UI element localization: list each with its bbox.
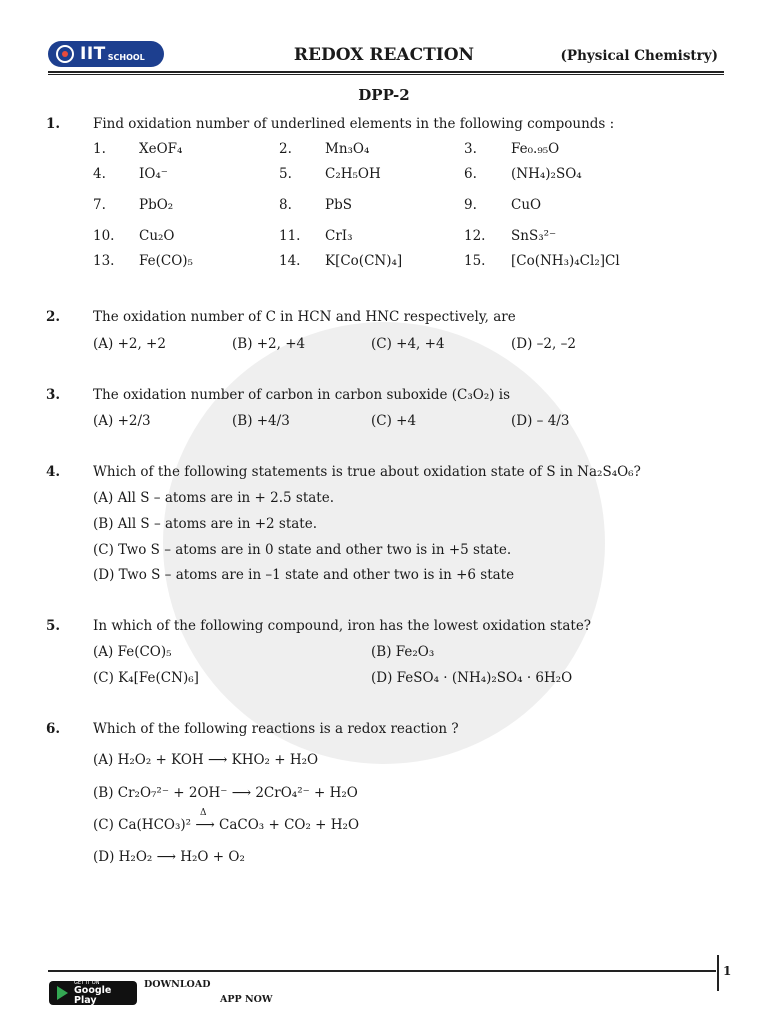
question-number: 2. bbox=[46, 309, 61, 325]
compound: Mn₃O₄ bbox=[325, 141, 370, 157]
compound: (NH₄)₂SO₄ bbox=[511, 166, 582, 182]
app-now-label: APP NOW bbox=[220, 994, 273, 1005]
compound: CrI₃ bbox=[325, 228, 353, 244]
item-number: 1. bbox=[93, 141, 106, 157]
compound: Cu₂O bbox=[139, 228, 175, 244]
logo-subtext: SCHOOL bbox=[107, 52, 145, 62]
option-a: (A) +2, +2 bbox=[93, 336, 166, 352]
option-a: (A) H₂O₂ + KOH ⟶ KHO₂ + H₂O bbox=[93, 752, 319, 768]
item-number: 7. bbox=[93, 197, 106, 213]
compound: Fe(CO)₅ bbox=[139, 253, 193, 269]
question-text: In which of the following compound, iron has the lowest oxidation state? bbox=[93, 618, 592, 634]
item-number: 2. bbox=[279, 141, 292, 157]
compound: PbS bbox=[325, 197, 352, 213]
item-number: 8. bbox=[279, 197, 292, 213]
logo-text: IIT bbox=[80, 44, 106, 64]
option-d: (D) Two S – atoms are in –1 state and other two is in +6 state bbox=[93, 567, 515, 583]
question-number: 1. bbox=[46, 116, 61, 132]
footer-vertical-rule bbox=[717, 955, 719, 991]
item-number: 14. bbox=[279, 253, 301, 269]
compound: PbO₂ bbox=[139, 197, 174, 213]
option-c: (C) K₄[Fe(CN)₆] bbox=[93, 670, 199, 686]
header-rule bbox=[48, 71, 724, 73]
compound: C₂H₅OH bbox=[325, 166, 381, 182]
delta-label: Δ bbox=[200, 808, 207, 818]
question-text: The oxidation number of carbon in carbon suboxide (C₃O₂) is bbox=[93, 387, 511, 403]
compound: SnS₃²⁻ bbox=[511, 228, 557, 244]
compound: Fe₀.₉₅O bbox=[511, 141, 560, 157]
dpp-title: DPP-2 bbox=[358, 86, 410, 104]
question-number: 6. bbox=[46, 721, 61, 737]
compound: IO₄⁻ bbox=[139, 166, 168, 182]
option-a: (A) Fe(CO)₅ bbox=[93, 644, 172, 660]
item-number: 6. bbox=[464, 166, 477, 182]
option-b: (B) All S – atoms are in +2 state. bbox=[93, 516, 318, 532]
option-b: (B) +2, +4 bbox=[232, 336, 306, 352]
page-number: 1 bbox=[723, 964, 732, 978]
question-text: Which of the following reactions is a redox reaction ? bbox=[93, 721, 459, 737]
play-badge-small-text: GET IT ON bbox=[74, 980, 100, 986]
item-number: 13. bbox=[93, 253, 115, 269]
play-store-icon bbox=[57, 986, 68, 1000]
option-b: (B) Fe₂O₃ bbox=[371, 644, 435, 660]
item-number: 10. bbox=[93, 228, 115, 244]
google-play-badge[interactable] bbox=[49, 981, 137, 1005]
download-label: DOWNLOAD bbox=[144, 979, 211, 990]
item-number: 5. bbox=[279, 166, 292, 182]
option-d: (D) FeSO₄ · (NH₄)₂SO₄ · 6H₂O bbox=[371, 670, 573, 686]
item-number: 15. bbox=[464, 253, 486, 269]
subject-label: (Physical Chemistry) bbox=[560, 48, 718, 64]
compound: XeOF₄ bbox=[139, 141, 183, 157]
item-number: 9. bbox=[464, 197, 477, 213]
option-c: (C) +4, +4 bbox=[371, 336, 445, 352]
header-rule-thin bbox=[48, 74, 724, 75]
page-title: REDOX REACTION bbox=[293, 45, 475, 65]
option-d: (D) H₂O₂ ⟶ H₂O + O₂ bbox=[93, 849, 245, 865]
compound: K[Co(CN)₄] bbox=[325, 253, 403, 269]
option-a: (A) All S – atoms are in + 2.5 state. bbox=[93, 490, 335, 506]
item-number: 3. bbox=[464, 141, 477, 157]
item-number: 11. bbox=[279, 228, 301, 244]
question-number: 5. bbox=[46, 618, 61, 634]
compound: CuO bbox=[511, 197, 542, 213]
option-b: (B) Cr₂O₇²⁻ + 2OH⁻ ⟶ 2CrO₄²⁻ + H₂O bbox=[93, 785, 358, 801]
question-text: Find oxidation number of underlined elements in the following compounds : bbox=[93, 116, 615, 132]
option-d: (D) – 4/3 bbox=[511, 413, 570, 429]
question-number: 4. bbox=[46, 464, 61, 480]
question-text: Which of the following statements is true about oxidation state of S in Na₂S₄O₆? bbox=[93, 464, 641, 480]
option-c: (C) Two S – atoms are in 0 state and other two is in +5 state. bbox=[93, 542, 512, 558]
item-number: 12. bbox=[464, 228, 486, 244]
footer-rule bbox=[48, 970, 716, 972]
option-d: (D) –2, –2 bbox=[511, 336, 576, 352]
option-a: (A) +2/3 bbox=[93, 413, 151, 429]
compound: [Co(NH₃)₄Cl₂]Cl bbox=[511, 253, 620, 269]
option-b: (B) +4/3 bbox=[232, 413, 290, 429]
play-badge-text: Google Play bbox=[74, 985, 112, 1006]
option-c: (C) Ca(HCO₃)² ⟶ CaCO₃ + CO₂ + H₂O bbox=[93, 817, 360, 833]
option-c: (C) +4 bbox=[371, 413, 417, 429]
item-number: 4. bbox=[93, 166, 106, 182]
question-text: The oxidation number of C in HCN and HNC respectively, are bbox=[93, 309, 516, 325]
question-number: 3. bbox=[46, 387, 61, 403]
